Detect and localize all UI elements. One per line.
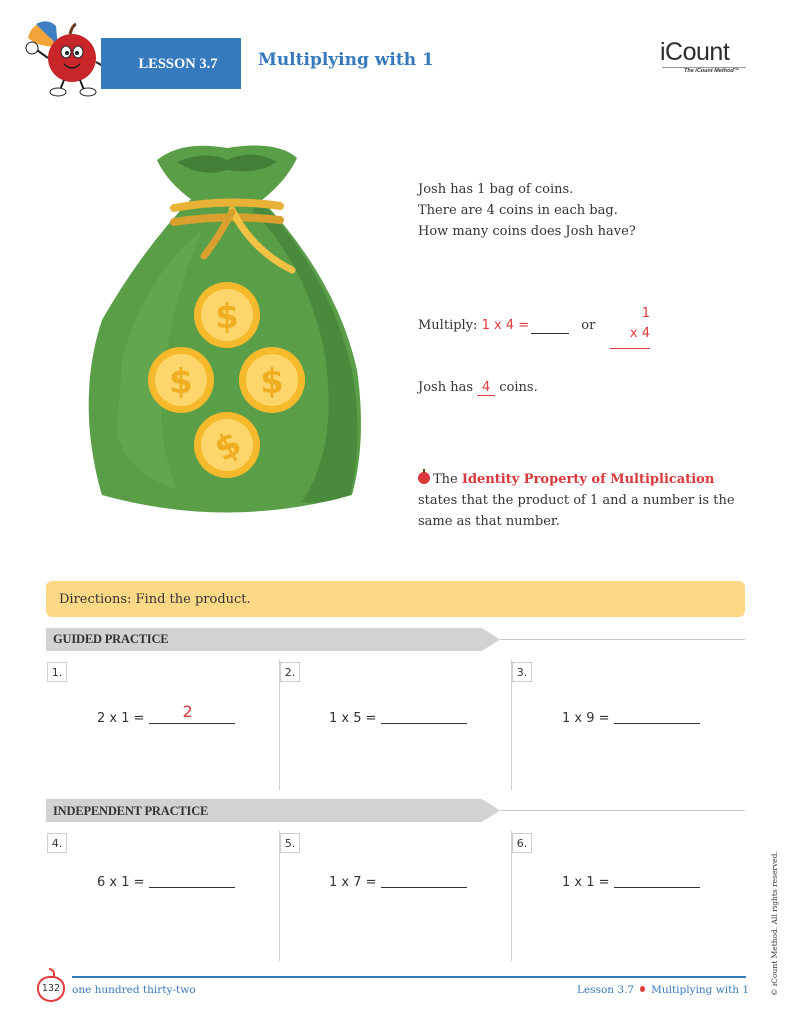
copyright-notice: © iCount Method. All rights reserved.: [770, 851, 779, 996]
identity-property-note: [418, 469, 738, 532]
directions-text: Directions: Find the product.: [59, 592, 251, 607]
problem-expression: 6 x 1 =: [97, 875, 145, 890]
problem-number: 1.: [47, 662, 67, 682]
problem-3: [562, 710, 700, 726]
guided-practice-label: GUIDED PRACTICE: [53, 632, 169, 646]
vertical-answer-line[interactable]: [610, 348, 650, 349]
svg-text:$: $: [207, 423, 249, 470]
problem-expression: 1 x 9 =: [562, 711, 610, 726]
problem-1: [97, 702, 235, 726]
footer-lesson: [577, 984, 749, 996]
problem-number: 5.: [280, 833, 300, 853]
horizontal-answer-blank[interactable]: [531, 318, 569, 334]
identity-prefix: The: [433, 472, 458, 487]
identity-highlight: Identity Property of Multiplication: [461, 472, 715, 487]
problem-expression: 1 x 5 =: [329, 711, 377, 726]
apple-dot-icon: [640, 986, 645, 992]
handwritten-answer: 2: [182, 702, 193, 721]
answer-blank[interactable]: [381, 710, 467, 724]
independent-practice-label: INDEPENDENT PRACTICE: [53, 804, 209, 818]
story-line: There are 4 coins in each bag.: [418, 203, 618, 218]
apple-icon: [418, 472, 430, 484]
or-label: or: [581, 318, 596, 333]
problem-2: [329, 710, 467, 726]
svg-text:$: $: [260, 362, 284, 402]
answer-blank[interactable]: [149, 702, 235, 724]
coin-icon: [194, 282, 260, 348]
section-divider: [500, 639, 745, 640]
svg-text:$: $: [169, 362, 193, 402]
story-line: How many coins does Josh have?: [418, 224, 636, 239]
vertical-bottom: x 4: [629, 326, 650, 341]
brand-name: iCount: [660, 38, 730, 66]
footer-rule: [72, 976, 746, 978]
problem-number: 2.: [280, 662, 300, 682]
section-divider: [500, 810, 745, 811]
answer-sentence: [418, 380, 538, 396]
footer-topic: Multiplying with 1: [651, 984, 750, 996]
answer-blank[interactable]: [381, 874, 467, 888]
multiply-row: [418, 318, 595, 334]
answer-blank[interactable]: [614, 710, 700, 724]
problem-expression: 2 x 1 =: [97, 711, 145, 726]
page-number-words: one hundred thirty-two: [72, 984, 196, 996]
vertical-expression: [612, 304, 650, 344]
problem-4: [97, 874, 235, 890]
problem-number: 4.: [47, 833, 67, 853]
brand-tagline: The iCount Method™: [684, 68, 740, 74]
vertical-top: 1: [641, 306, 650, 321]
multiply-label: Multiply:: [418, 318, 478, 333]
identity-rest: states that the product of 1 and a number is the same as that number.: [418, 493, 735, 529]
word-problem: [418, 179, 636, 242]
horizontal-expression: 1 x 4 =: [481, 318, 530, 333]
footer-lesson-label: Lesson 3.7: [577, 984, 635, 996]
svg-text:$: $: [215, 297, 239, 337]
problem-number: 6.: [512, 833, 532, 853]
money-bag-illustration: [82, 140, 372, 525]
answer-blank[interactable]: [149, 874, 235, 888]
problem-5: [329, 874, 467, 890]
problem-expression: 1 x 7 =: [329, 875, 377, 890]
story-line: Josh has 1 bag of coins.: [418, 182, 574, 197]
answer-prefix: Josh has: [418, 380, 474, 395]
problem-6: [562, 874, 700, 890]
answer-suffix: coins.: [499, 380, 538, 395]
brand-logo: [660, 38, 750, 80]
problem-number: 3.: [512, 662, 532, 682]
page-number-badge: 132: [37, 976, 65, 1002]
answer-blank[interactable]: [614, 874, 700, 888]
problem-expression: 1 x 1 =: [562, 875, 610, 890]
answer-value[interactable]: 4: [477, 380, 495, 396]
lesson-label: LESSON 3.7: [138, 56, 218, 72]
page-title: Multiplying with 1: [258, 50, 434, 70]
